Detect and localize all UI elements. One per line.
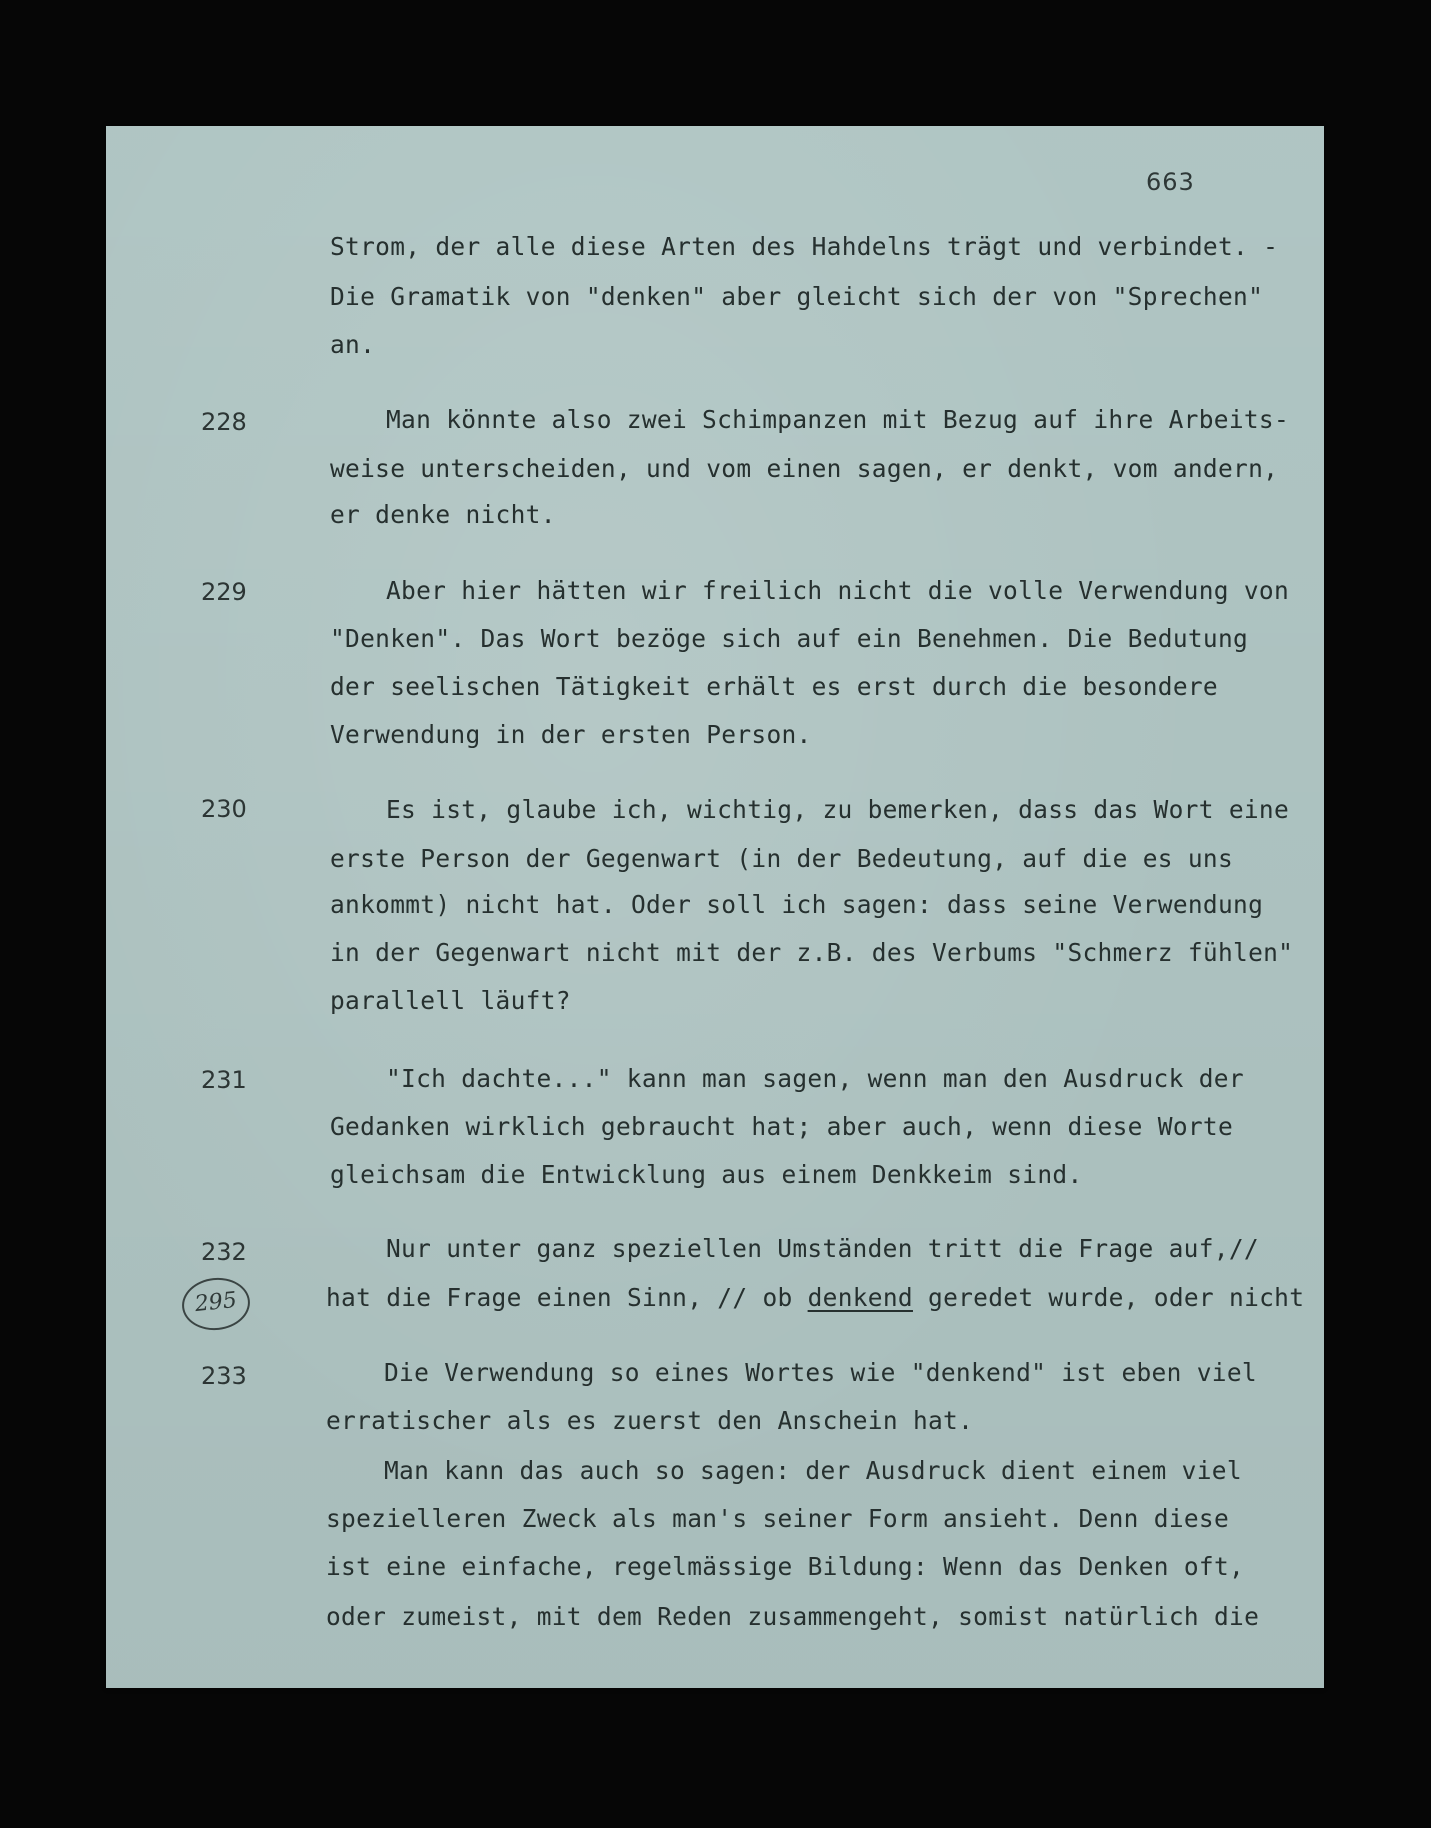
page-number: 663	[1146, 168, 1195, 196]
paragraph-line: Man kann das auch so sagen: der Ausdruck dient einem viel	[384, 1456, 1242, 1485]
continuation-line: an.	[330, 330, 376, 359]
paragraph-line: der seelischen Tätigkeit erhält es erst durch die besondere	[330, 672, 1218, 701]
paragraph-number: 231	[201, 1066, 247, 1094]
paragraph-number: 232	[201, 1238, 247, 1266]
paragraph-line: gleichsam die Entwicklung aus einem Denkkeim sind.	[330, 1160, 1083, 1189]
continuation-line: Die Gramatik von "denken" aber gleicht sich der von "Sprechen"	[330, 282, 1264, 311]
paragraph-line: Aber hier hätten wir freilich nicht die volle Verwendung von	[386, 576, 1290, 605]
paragraph-number: 228	[201, 408, 247, 436]
paragraph-line: spezielleren Zweck als man's seiner Form ansieht. Denn diese	[326, 1504, 1230, 1533]
handwritten-reference-number: 295	[193, 1287, 239, 1318]
paragraph-number: 230	[201, 795, 247, 823]
paragraph-line: parallell läuft?	[330, 986, 571, 1015]
paragraph-line: Man könnte also zwei Schimpanzen mit Bezug auf ihre Arbeits-	[386, 405, 1290, 434]
paragraph-line: erste Person der Gegenwart (in der Bedeutung, auf die es uns	[330, 844, 1234, 873]
paragraph-line: ankommt) nicht hat. Oder soll ich sagen: dass seine Verwendung	[330, 890, 1264, 919]
paragraph-line: oder zumeist, mit dem Reden zusammengeht, somist natürlich die	[326, 1602, 1260, 1631]
paragraph-line: weise unterscheiden, und vom einen sagen, er denkt, vom andern,	[330, 454, 1279, 483]
continuation-line: Strom, der alle diese Arten des Hahdelns trägt und verbindet. -	[330, 232, 1279, 261]
paragraph-line: ist eine einfache, regelmässige Bildung: Wenn das Denken oft,	[326, 1552, 1245, 1581]
paragraph-line: Nur unter ganz speziellen Umständen tritt die Frage auf,//	[386, 1234, 1259, 1263]
paragraph-number: 229	[201, 578, 247, 606]
paragraph-line: Verwendung in der ersten Person.	[330, 720, 812, 749]
underlined-word: denkend	[807, 1283, 913, 1312]
paragraph-line: er denke nicht.	[330, 500, 556, 529]
paragraph-line: in der Gegenwart nicht mit der z.B. des Verbums "Schmerz fühlen"	[330, 938, 1294, 967]
paragraph-line: "Denken". Das Wort bezöge sich auf ein Benehmen. Die Bedutung	[330, 624, 1249, 653]
paragraph-line: Es ist, glaube ich, wichtig, zu bemerken, dass das Wort eine	[386, 795, 1290, 824]
paragraph-line: "Ich dachte..." kann man sagen, wenn man den Ausdruck der	[386, 1064, 1244, 1093]
line-text: hat die Frage einen Sinn, // ob	[326, 1283, 808, 1312]
paragraph-line: Die Verwendung so eines Wortes wie "denkend" ist eben viel	[384, 1358, 1257, 1387]
line-text: geredet wurde, oder nicht	[912, 1283, 1305, 1312]
paragraph-line	[326, 1283, 1304, 1313]
paragraph-line: Gedanken wirklich gebraucht hat; aber auch, wenn diese Worte	[330, 1112, 1234, 1141]
paragraph-line: erratischer als es zuerst den Anschein hat.	[326, 1406, 974, 1435]
paragraph-number: 233	[201, 1362, 247, 1390]
